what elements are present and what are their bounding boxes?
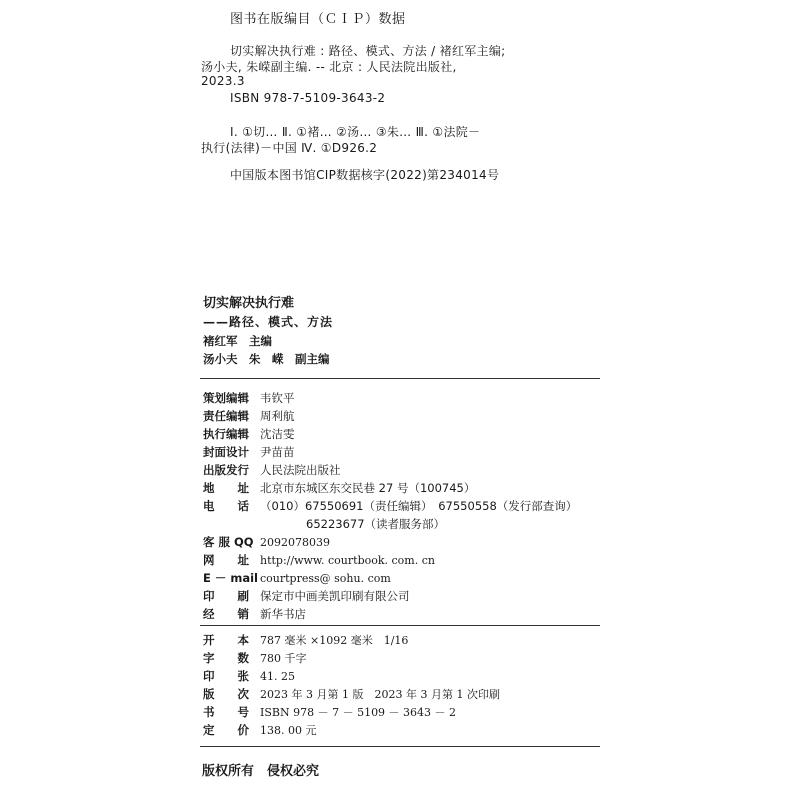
- credit-row: [203, 606, 306, 622]
- divider-middle: [200, 625, 600, 626]
- cip-line-2: 汤小夫, 朱嵘副主编. -- 北京 : 人民法院出版社,: [201, 60, 457, 74]
- credit-row: [203, 408, 295, 424]
- credit-value: 北京市东城区东交民巷 27 号（100745）: [260, 481, 476, 495]
- spec-row: [203, 650, 307, 666]
- credit-row: [203, 588, 410, 604]
- credit-label: 经 销: [203, 607, 249, 621]
- credit-row: [203, 480, 475, 496]
- credit-label: 责任编辑: [203, 409, 249, 423]
- spec-value: 787 毫米 ×1092 毫米 1/16: [260, 634, 409, 647]
- credit-value: 周利航: [260, 409, 295, 423]
- book-deputy-editors: 汤小夫 朱 嵘 副主编: [203, 352, 330, 366]
- credit-row: [203, 426, 295, 442]
- spec-value: ISBN 978 － 7 － 5109 － 3643 － 2: [260, 706, 457, 719]
- spec-label: 书 号: [203, 705, 249, 719]
- credit-value: 保定市中画美凯印刷有限公司: [260, 589, 410, 603]
- cip-line-1: 切实解决执行难 : 路径、模式、方法 / 褚红军主编;: [230, 44, 506, 58]
- divider-bottom: [200, 746, 600, 747]
- divider-top: [200, 378, 600, 379]
- credit-row: [203, 462, 341, 478]
- cip-classification-2: 执行(法律)－中国 Ⅳ. ①D926.2: [201, 141, 378, 155]
- credit-label: 执行编辑: [203, 427, 249, 441]
- credit-label: E － mail: [203, 571, 258, 585]
- credit-row: [203, 390, 295, 406]
- spec-value: 2023 年 3 月第 1 版 2023 年 3 月第 1 次印刷: [260, 688, 500, 701]
- credit-value: 尹苗苗: [260, 445, 295, 459]
- cip-record-number: 中国版本图书馆CIP数据核字(2022)第234014号: [230, 168, 500, 182]
- spec-value: 138. 00 元: [260, 724, 317, 737]
- spec-label: 开 本: [203, 633, 249, 647]
- spec-label: 版 次: [203, 687, 249, 701]
- credit-value: （010）67550691（责任编辑） 67550558（发行部查询）: [260, 499, 578, 513]
- spec-row: [203, 632, 408, 648]
- credit-value: 沈洁雯: [260, 427, 295, 441]
- credit-label: 印 刷: [203, 589, 249, 603]
- spec-row: [203, 686, 500, 702]
- credit-label: 地 址: [203, 481, 249, 495]
- book-subtitle: ——路径、模式、方法: [203, 315, 334, 329]
- credit-row: [203, 570, 391, 586]
- credit-value: courtpress@ sohu. com: [260, 572, 391, 585]
- credit-label: 网 址: [203, 553, 249, 567]
- cip-heading: 图书在版编目（ＣＩＰ）数据: [230, 12, 406, 27]
- credit-label: 策划编辑: [203, 391, 249, 405]
- credit-label: 客 服 QQ: [203, 535, 254, 549]
- credit-label: 出版发行: [203, 463, 249, 477]
- spec-label: 字 数: [203, 651, 249, 665]
- book-editor: 褚红军 主编: [203, 334, 272, 348]
- credit-row: [203, 444, 295, 460]
- spec-row: [203, 704, 456, 720]
- credit-row: [203, 552, 435, 568]
- credit-label: 电 话: [203, 499, 249, 513]
- spec-value: 780 千字: [260, 652, 307, 665]
- spec-value: 41. 25: [260, 670, 295, 683]
- credit-value: http://www. courtbook. com. cn: [260, 554, 435, 567]
- spec-label: 定 价: [203, 723, 249, 737]
- spec-label: 印 张: [203, 669, 249, 683]
- credit-row-continuation: [306, 516, 445, 532]
- credit-value: 新华书店: [260, 607, 306, 621]
- copyright-notice: 版权所有 侵权必究: [202, 764, 320, 779]
- credit-label: 封面设计: [203, 445, 249, 459]
- book-title: 切实解决执行难: [203, 296, 295, 311]
- credit-value: 2092078039: [260, 536, 330, 549]
- cip-classification-1: Ⅰ. ①切… Ⅱ. ①褚… ②汤… ③朱… Ⅲ. ①法院－: [230, 125, 481, 139]
- credit-value: 65223677（读者服务部）: [306, 517, 446, 531]
- spec-row: [203, 668, 295, 684]
- cip-isbn: ISBN 978-7-5109-3643-2: [230, 91, 386, 105]
- cip-line-3: 2023.3: [201, 74, 245, 88]
- credit-row: [203, 498, 577, 514]
- credit-row: [203, 534, 330, 550]
- spec-row: [203, 722, 316, 738]
- credit-value: 韦钦平: [260, 391, 295, 405]
- credit-value: 人民法院出版社: [260, 463, 341, 477]
